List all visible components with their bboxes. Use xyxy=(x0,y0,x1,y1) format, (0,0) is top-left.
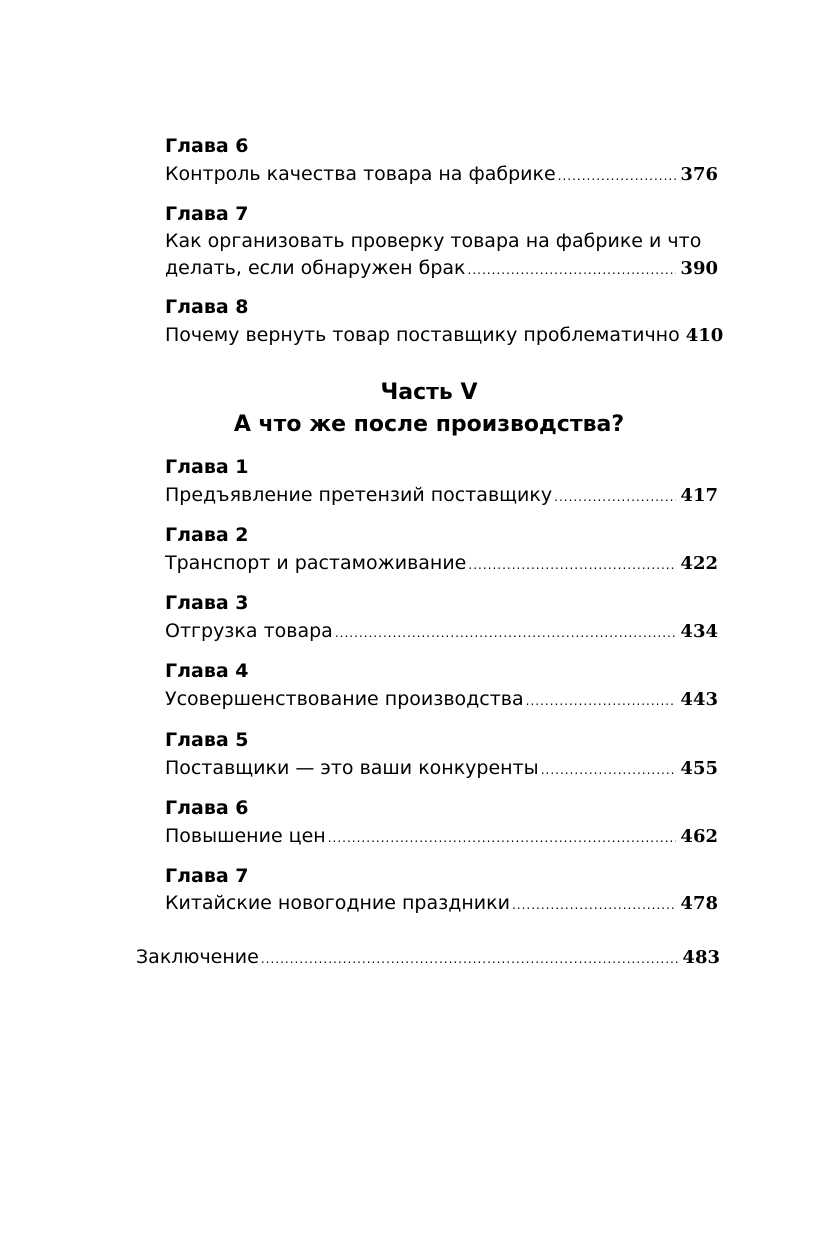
toc-entry[interactable] xyxy=(165,686,718,712)
chapter-label: Глава 5 xyxy=(165,729,249,751)
page-number: 455 xyxy=(680,758,718,779)
toc-entry[interactable] xyxy=(165,618,718,644)
chapter-label: Глава 3 xyxy=(165,592,249,614)
chapter-title: Контроль качества товара на фабрике xyxy=(165,163,556,185)
part-number: Часть V xyxy=(380,380,478,405)
conclusion-title: Заключение xyxy=(136,946,259,968)
chapter-title-line: Как организовать проверку товара на фабрике и что xyxy=(165,230,702,252)
chapter-title: Почему вернуть товар поставщику проблематично xyxy=(165,324,680,346)
dot-leader xyxy=(526,688,677,714)
toc-entry-conclusion[interactable] xyxy=(136,944,720,970)
chapter-title: Предъявление претензий поставщику xyxy=(165,484,553,506)
page-number: 483 xyxy=(682,947,720,968)
dot-leader xyxy=(541,757,677,783)
toc-entry[interactable] xyxy=(165,322,724,348)
part-title: А что же после производства? xyxy=(233,412,625,437)
chapter-title: Поставщики — это ваши конкуренты xyxy=(165,757,539,779)
chapter-label: Глава 8 xyxy=(165,296,249,318)
dot-leader xyxy=(335,620,677,646)
page-number: 443 xyxy=(680,689,718,710)
dot-leader xyxy=(554,484,676,510)
chapter-title: Усовершенствование производства xyxy=(165,688,524,710)
chapter-label: Глава 6 xyxy=(165,797,249,819)
toc-entry[interactable] xyxy=(165,161,718,187)
toc-entry[interactable] xyxy=(165,482,718,508)
toc-entry[interactable] xyxy=(165,823,718,849)
page-number: 422 xyxy=(680,553,718,574)
page-number: 410 xyxy=(685,325,724,346)
dot-leader xyxy=(468,257,677,283)
dot-leader xyxy=(261,946,679,972)
page-number: 462 xyxy=(680,826,718,847)
page-number: 376 xyxy=(680,164,718,185)
chapter-label: Глава 7 xyxy=(165,203,249,225)
toc-entry[interactable] xyxy=(165,550,718,576)
chapter-label: Глава 6 xyxy=(165,135,249,157)
page-number: 390 xyxy=(680,258,718,279)
chapter-title: Повышение цен xyxy=(165,825,326,847)
toc-entry[interactable] xyxy=(165,890,718,916)
chapter-label: Глава 7 xyxy=(165,865,249,887)
chapter-title: Транспорт и растаможивание xyxy=(165,552,467,574)
dot-leader xyxy=(328,825,677,851)
page-number: 478 xyxy=(680,893,718,914)
toc-entry[interactable] xyxy=(165,755,718,781)
chapter-title: делать, если обнаружен брак xyxy=(165,257,466,279)
chapter-label: Глава 2 xyxy=(165,524,249,546)
page-number: 417 xyxy=(680,485,718,506)
page-number: 434 xyxy=(680,621,718,642)
chapter-title: Отгрузка товара xyxy=(165,620,333,642)
chapter-title: Китайские новогодние праздники xyxy=(165,892,510,914)
chapter-label: Глава 1 xyxy=(165,456,249,478)
toc-entry[interactable] xyxy=(165,255,718,281)
dot-leader xyxy=(512,892,676,918)
dot-leader xyxy=(468,552,676,578)
dot-leader xyxy=(558,163,677,189)
chapter-label: Глава 4 xyxy=(165,660,249,682)
